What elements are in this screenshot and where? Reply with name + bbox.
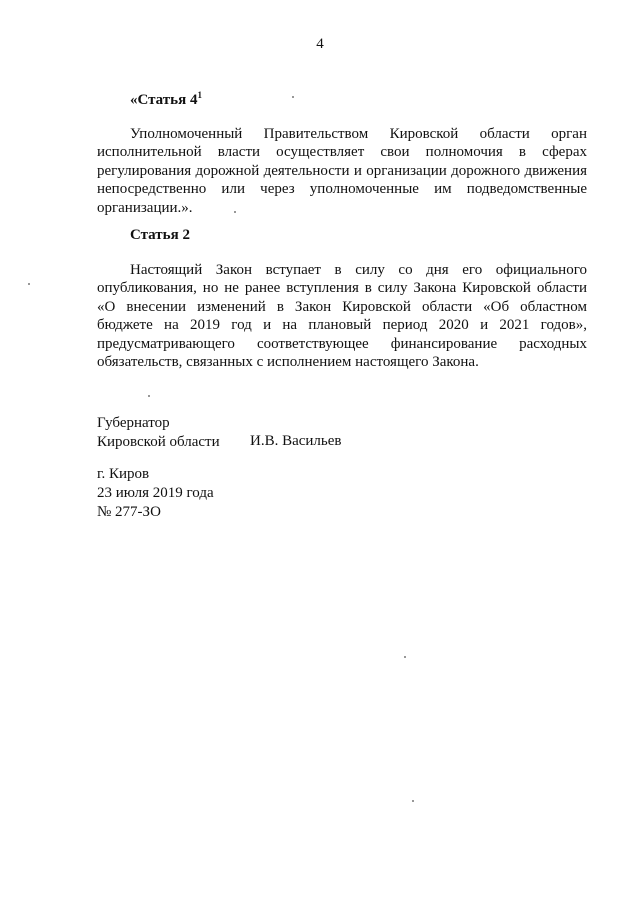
scan-speck	[28, 283, 30, 285]
signature-title-line1: Губернатор	[97, 415, 170, 431]
article-4-1-heading-superscript: 1	[197, 90, 202, 100]
article-2-heading: Статья 2	[130, 227, 190, 243]
scan-speck	[404, 656, 406, 658]
signature-title	[97, 414, 220, 452]
article-4-1-paragraph: Уполномоченный Правительством Кировской области орган исполнительной власти осуществляет свои полномочия в сферах регулирования дорожной деятельности и организации дорожного движения непосредственно или через уполномоченные им подведомственные организации.».	[97, 126, 587, 216]
scan-speck	[234, 211, 236, 213]
scan-speck	[148, 395, 150, 397]
scan-speck	[292, 96, 294, 98]
document-footer	[97, 465, 214, 522]
article-4-1-heading	[130, 90, 202, 109]
signature-title-line2: Кировской области	[97, 434, 220, 450]
article-4-1-heading-text: «Статья 4	[130, 92, 198, 108]
signature-name: И.В. Васильев	[250, 433, 342, 449]
scan-speck	[412, 800, 414, 802]
article-2-paragraph: Настоящий Закон вступает в силу со дня его официального опубликования, но не ранее вступления в силу Закона Кировской области «О внесении изменений в Закон Кировской области «Об областном бюджете на 2019 год и на плановый период 2020 и 2021 годов», предусматривающего соответствующее финансирование расходных обязательств, связанных с исполнением настоящего Закона.	[97, 262, 587, 371]
footer-date: 23 июля 2019 года	[97, 485, 214, 501]
footer-number: № 277-ЗО	[97, 504, 161, 520]
footer-city: г. Киров	[97, 466, 150, 482]
page-number: 4	[316, 36, 324, 52]
